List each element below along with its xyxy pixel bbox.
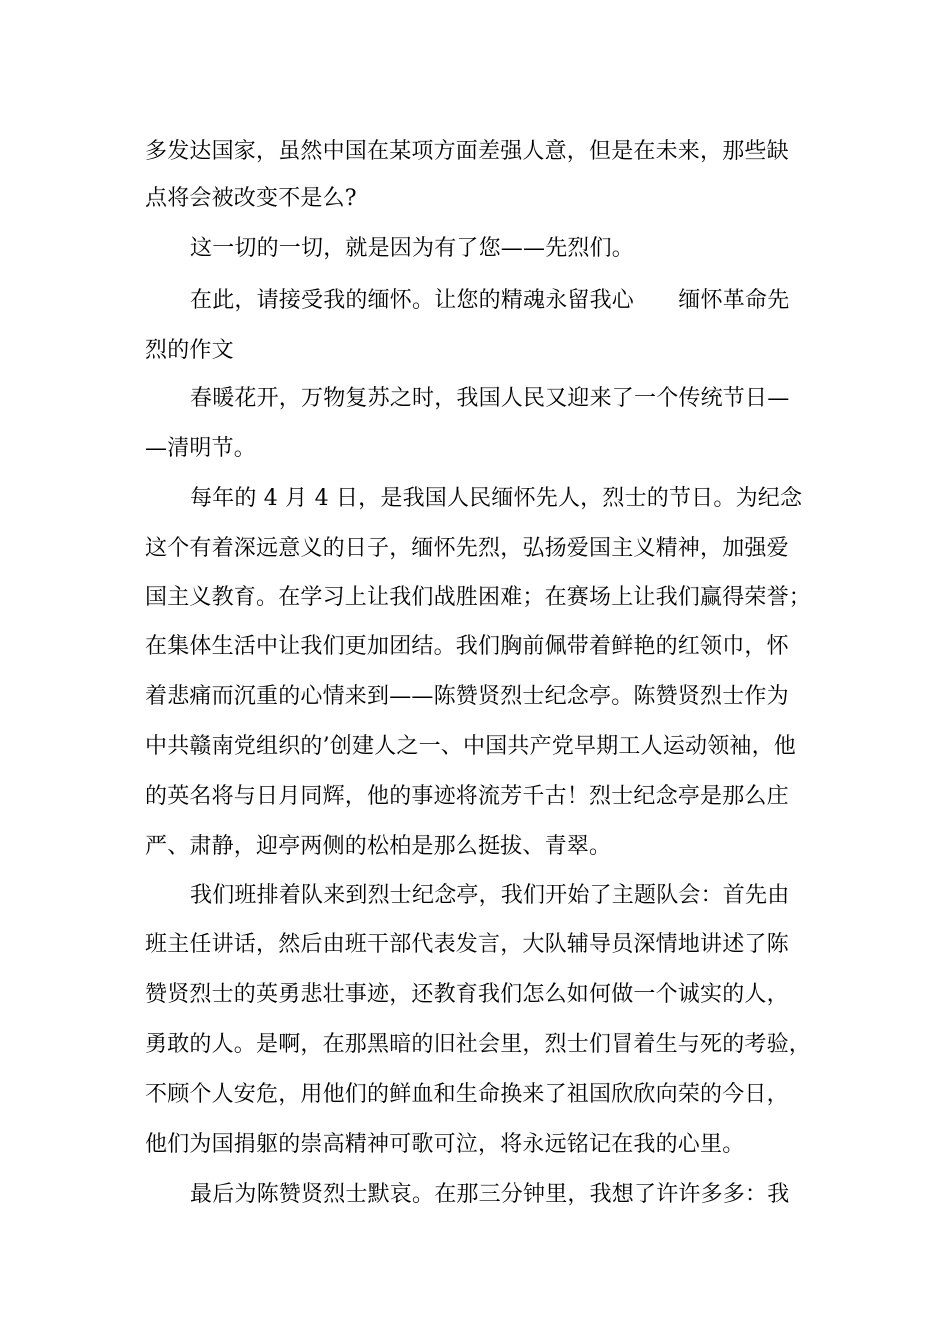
paragraph-line: 我们班排着队来到烈士纪念亭，我们开始了主题队会：首先由: [190, 883, 790, 908]
text-line: 他们为国捐躯的崇高精神可歌可泣，将永远铭记在我的心里。: [145, 1132, 745, 1157]
text-line: 严、肃静，迎亭两侧的松柏是那么挺拔、青翠。: [145, 834, 612, 859]
paragraph-line: 最后为陈赞贤烈士默哀。在那三分钟里，我想了许许多多：我: [190, 1182, 790, 1207]
text-line: 在集体生活中让我们更加团结。我们胸前佩带着鲜艳的红领巾，怀: [145, 634, 789, 659]
text-line: 的英名将与日月同辉，他的事迹将流芳千古！烈士纪念亭是那么庄: [145, 784, 789, 809]
text-line: 这个有着深远意义的日子，缅怀先烈，弘扬爱国主义精神，加强爱: [145, 536, 789, 561]
paragraph-line: 这一切的一切，就是因为有了您——先烈们。: [190, 236, 635, 261]
text-line: 多发达国家，虽然中国在某项方面差强人意，但是在未来，那些缺: [145, 139, 789, 164]
text-line: 中共赣南党组织的’创建人之一、中国共产党早期工人运动领袖，他: [145, 734, 796, 759]
text-line: 烈的作文: [145, 338, 234, 363]
text-line: 班主任讲话，然后由班干部代表发言，大队辅导员深情地讲述了陈: [145, 932, 789, 957]
text-line: 不顾个人安危，用他们的鲜血和生命换来了祖国欣欣向荣的今日，: [145, 1082, 789, 1107]
text-line: 勇敢的人。是啊，在那黑暗的旧社会里，烈士们冒着生与死的考验，: [145, 1032, 812, 1057]
text-line: 赞贤烈士的英勇悲壮事迹，还教育我们怎么如何做一个诚实的人，: [145, 982, 789, 1007]
text-line: 国主义教育。在学习上让我们战胜困难；在赛场上让我们赢得荣誉；: [145, 585, 812, 610]
paragraph-line: 春暖花开，万物复苏之时，我国人民又迎来了一个传统节日—: [190, 386, 790, 411]
paragraph-line: 在此，请接受我的缅怀。让您的精魂永留我心 缅怀革命先: [190, 288, 790, 313]
text-line: 着悲痛而沉重的心情来到——陈赞贤烈士纪念亭。陈赞贤烈士作为: [145, 684, 789, 709]
text-line: 点将会被改变不是么?: [145, 186, 357, 211]
paragraph-line: 每年的 4 月 4 日，是我国人民缅怀先人，烈士的节日。为纪念: [190, 486, 803, 511]
text-line: —清明节。: [145, 436, 257, 461]
